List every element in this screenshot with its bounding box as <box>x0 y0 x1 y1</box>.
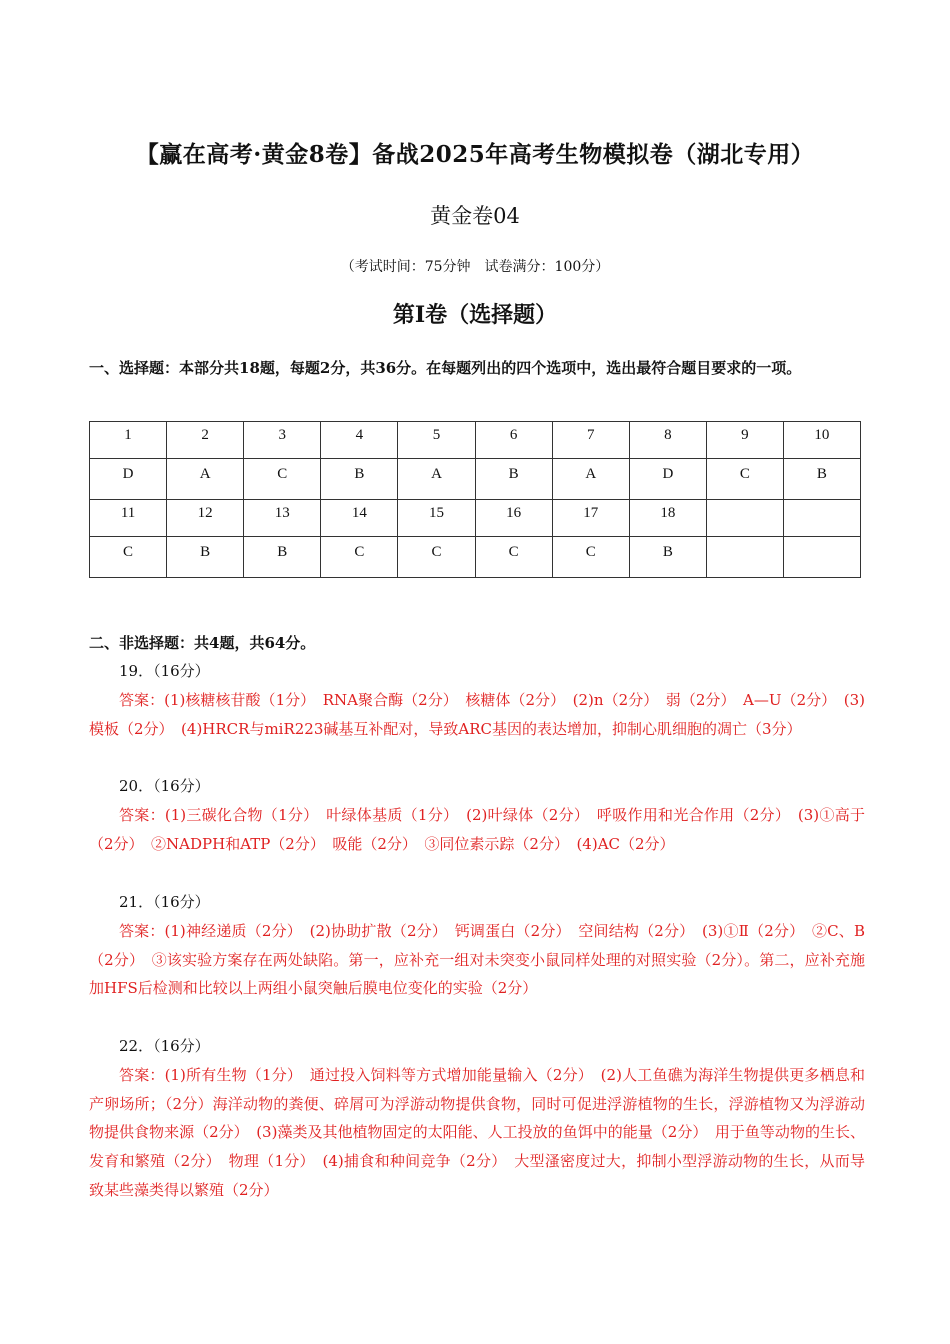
table-cell: 10 <box>783 422 860 459</box>
question-number: 20．（16分） <box>119 777 210 795</box>
table-row-answers-2 <box>90 537 861 578</box>
table-cell: 6 <box>475 422 552 459</box>
table-cell <box>706 537 783 578</box>
table-cell: B <box>244 537 321 578</box>
section1-heading: 一、选择题：本部分共18题，每题2分，共36分。在每题列出的四个选项中，选出最符合题目要求的一项。 <box>89 359 802 377</box>
table-cell <box>706 500 783 537</box>
answer-table <box>89 421 861 578</box>
question-21 <box>89 888 865 1003</box>
table-cell: 17 <box>552 500 629 537</box>
table-cell: D <box>629 459 706 500</box>
table-cell: C <box>475 537 552 578</box>
document-title: 【赢在高考·黄金8卷】备战2025年高考生物模拟卷（湖北专用） <box>135 141 815 168</box>
table-cell: 16 <box>475 500 552 537</box>
table-cell: 5 <box>398 422 475 459</box>
table-row-numbers-2 <box>90 500 861 537</box>
paper-subtitle: 黄金卷04 <box>430 204 520 228</box>
answer-text: 答案：(1)三碳化合物（1分） 叶绿体基质（1分） (2)叶绿体（2分） 呼吸作用和光合作用（2分） (3)①高于（2分） ②NADPH和ATP（2分） 吸能（2分） ③同位素示踪（2分） (4)AC（2分） <box>89 805 865 853</box>
table-cell: 2 <box>167 422 244 459</box>
table-cell: 15 <box>398 500 475 537</box>
question-19 <box>89 657 865 743</box>
answer-text: 答案：(1)所有生物（1分） 通过投入饲料等方式增加能量输入（2分） (2)人工鱼礁为海洋生物提供更多栖息和产卵场所；（2分）海洋动物的粪便、碎屑可为浮游动物提供食物，同时可促进浮游植物的生长，浮游植物又为浮游动物提供食物来源（2分） (3)藻类及其他植物固定的太阳能、人工投放的鱼饵中的能量（2分） 用于鱼等动物的生长、发育和繁殖（2分） 物理（1分） (4)捕食和种间竞争（2分） 大型溞密度过大，抑制小型浮游动物的生长，从而导致某些藻类得以繁殖（2分） <box>89 1065 865 1199</box>
table-cell: 13 <box>244 500 321 537</box>
question-number: 22．（16分） <box>119 1037 210 1055</box>
table-cell: 14 <box>321 500 398 537</box>
table-cell: B <box>475 459 552 500</box>
table-cell: 7 <box>552 422 629 459</box>
table-cell: A <box>552 459 629 500</box>
table-row-answers-1 <box>90 459 861 500</box>
answer-text: 答案：(1)核糖核苷酸（1分） RNA聚合酶（2分） 核糖体（2分） (2)n（2分） 弱（2分） A—U（2分） (3)模板（2分） (4)HRCR与miR223碱基互补配对，导致ARC基因的表达增加，抑制心肌细胞的凋亡（3分） <box>89 690 865 738</box>
table-cell: C <box>706 459 783 500</box>
table-cell: C <box>398 537 475 578</box>
table-cell <box>783 500 860 537</box>
section2-heading: 二、非选择题：共4题，共64分。 <box>89 634 316 652</box>
volume-title: 第Ⅰ卷（选择题） <box>392 302 558 328</box>
table-cell: 8 <box>629 422 706 459</box>
table-cell: C <box>321 537 398 578</box>
table-cell: 3 <box>244 422 321 459</box>
question-20 <box>89 772 865 858</box>
table-cell: A <box>398 459 475 500</box>
table-row-numbers-1 <box>90 422 861 459</box>
table-cell: 12 <box>167 500 244 537</box>
table-cell: D <box>90 459 167 500</box>
table-cell <box>783 537 860 578</box>
table-cell: 1 <box>90 422 167 459</box>
table-cell: C <box>90 537 167 578</box>
table-cell: C <box>552 537 629 578</box>
table-cell: C <box>244 459 321 500</box>
table-cell: B <box>167 537 244 578</box>
table-cell: B <box>629 537 706 578</box>
question-22 <box>89 1032 865 1205</box>
table-cell: 18 <box>629 500 706 537</box>
table-cell: 4 <box>321 422 398 459</box>
question-number: 19．（16分） <box>119 662 210 680</box>
exam-info: （考试时间：75分钟 试卷满分：100分） <box>340 259 610 275</box>
table-cell: B <box>783 459 860 500</box>
answer-text: 答案：(1)神经递质（2分） (2)协助扩散（2分） 钙调蛋白（2分） 空间结构（2分） (3)①Ⅱ（2分） ②C、B（2分） ③该实验方案存在两处缺陷。第一，应补充一组对未突变小鼠同样处理的对照实验（2分）。第二，应补充施加HFS后检测和比较以上两组小鼠突触后膜电位变化的实验（2分） <box>89 921 865 998</box>
question-number: 21．（16分） <box>119 893 210 911</box>
table-cell: A <box>167 459 244 500</box>
table-cell: B <box>321 459 398 500</box>
table-cell: 9 <box>706 422 783 459</box>
table-cell: 11 <box>90 500 167 537</box>
